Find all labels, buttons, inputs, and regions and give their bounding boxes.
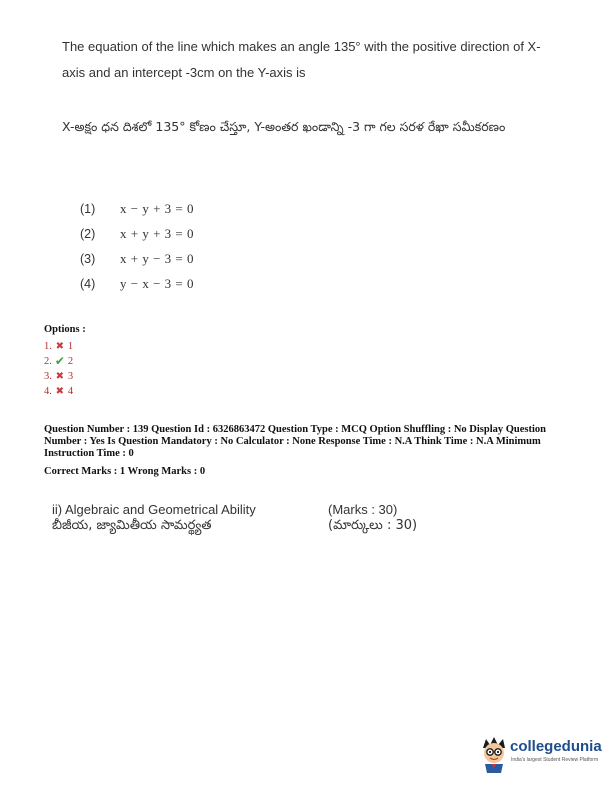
options-title: Options : bbox=[44, 324, 86, 335]
cross-icon: ✖ bbox=[55, 341, 65, 352]
option-row bbox=[44, 369, 86, 384]
option-prefix: 2. bbox=[44, 356, 52, 367]
option-prefix: 4. bbox=[44, 386, 52, 397]
section-title-telugu: బీజీయ, జ్యామితీయ సామర్థ్యత bbox=[52, 518, 212, 533]
collegedunia-logo bbox=[478, 732, 602, 776]
question-english: The equation of the line which makes an angle 135° with the positive direction of X-axis and an intercept -3cm on the Y-axis is bbox=[62, 39, 541, 80]
choice-expression: x − y + 3 = 0 bbox=[120, 200, 194, 216]
choice-expression: x + y + 3 = 0 bbox=[120, 225, 194, 241]
choice-4 bbox=[80, 271, 194, 296]
option-value: 4 bbox=[67, 386, 74, 397]
question-metadata bbox=[44, 424, 564, 478]
question-telugu: X-అక్షం ధన దిశలో 135° కోణం చేస్తూ, Y-అంతర ఖండాన్ని -3 గా గల సరళ రేఖా సమీకరణం bbox=[62, 119, 506, 134]
logo-brand-text: collegedunia bbox=[510, 738, 602, 755]
metadata-marks: Correct Marks : 1 Wrong Marks : 0 bbox=[44, 466, 206, 477]
cross-icon: ✖ bbox=[55, 386, 65, 397]
section-marks-telugu: (మార్కులు : 30) bbox=[328, 518, 418, 533]
section-title-english: ii) Algebraic and Geometrical Ability bbox=[52, 501, 256, 517]
answer-choices bbox=[80, 196, 194, 296]
option-row bbox=[44, 354, 86, 369]
choice-1 bbox=[80, 196, 194, 221]
choice-number: (2) bbox=[80, 226, 96, 241]
choice-3 bbox=[80, 246, 194, 271]
section-heading bbox=[52, 500, 472, 536]
choice-number: (4) bbox=[80, 276, 96, 291]
option-row bbox=[44, 384, 86, 399]
logo-tagline: India's largest Student Review Platform bbox=[511, 757, 599, 763]
choice-number: (3) bbox=[80, 251, 96, 266]
option-prefix: 3. bbox=[44, 371, 52, 382]
choice-number: (1) bbox=[80, 201, 96, 216]
mascot-icon bbox=[478, 734, 510, 774]
checkmark-icon: ✔ bbox=[54, 354, 65, 368]
choice-expression: y − x − 3 = 0 bbox=[120, 275, 194, 291]
choice-expression: x + y − 3 = 0 bbox=[120, 250, 194, 266]
cross-icon: ✖ bbox=[55, 371, 65, 382]
section-marks-english: (Marks : 30) bbox=[328, 501, 398, 517]
option-value: 3 bbox=[67, 371, 74, 382]
option-value: 2 bbox=[67, 356, 74, 367]
option-row bbox=[44, 339, 86, 354]
metadata-details: Question Number : 139 Question Id : 6326863472 Question Type : MCQ Option Shuffling : No Display Question Number : Yes Is Question Mandatory : No Calculator : None Response Time : N.A Think Time : N.A Minimum Instruction Time : 0 bbox=[44, 424, 547, 459]
option-prefix: 1. bbox=[44, 341, 52, 352]
options-list bbox=[44, 324, 86, 399]
choice-2 bbox=[80, 221, 194, 246]
option-value: 1 bbox=[67, 341, 74, 352]
